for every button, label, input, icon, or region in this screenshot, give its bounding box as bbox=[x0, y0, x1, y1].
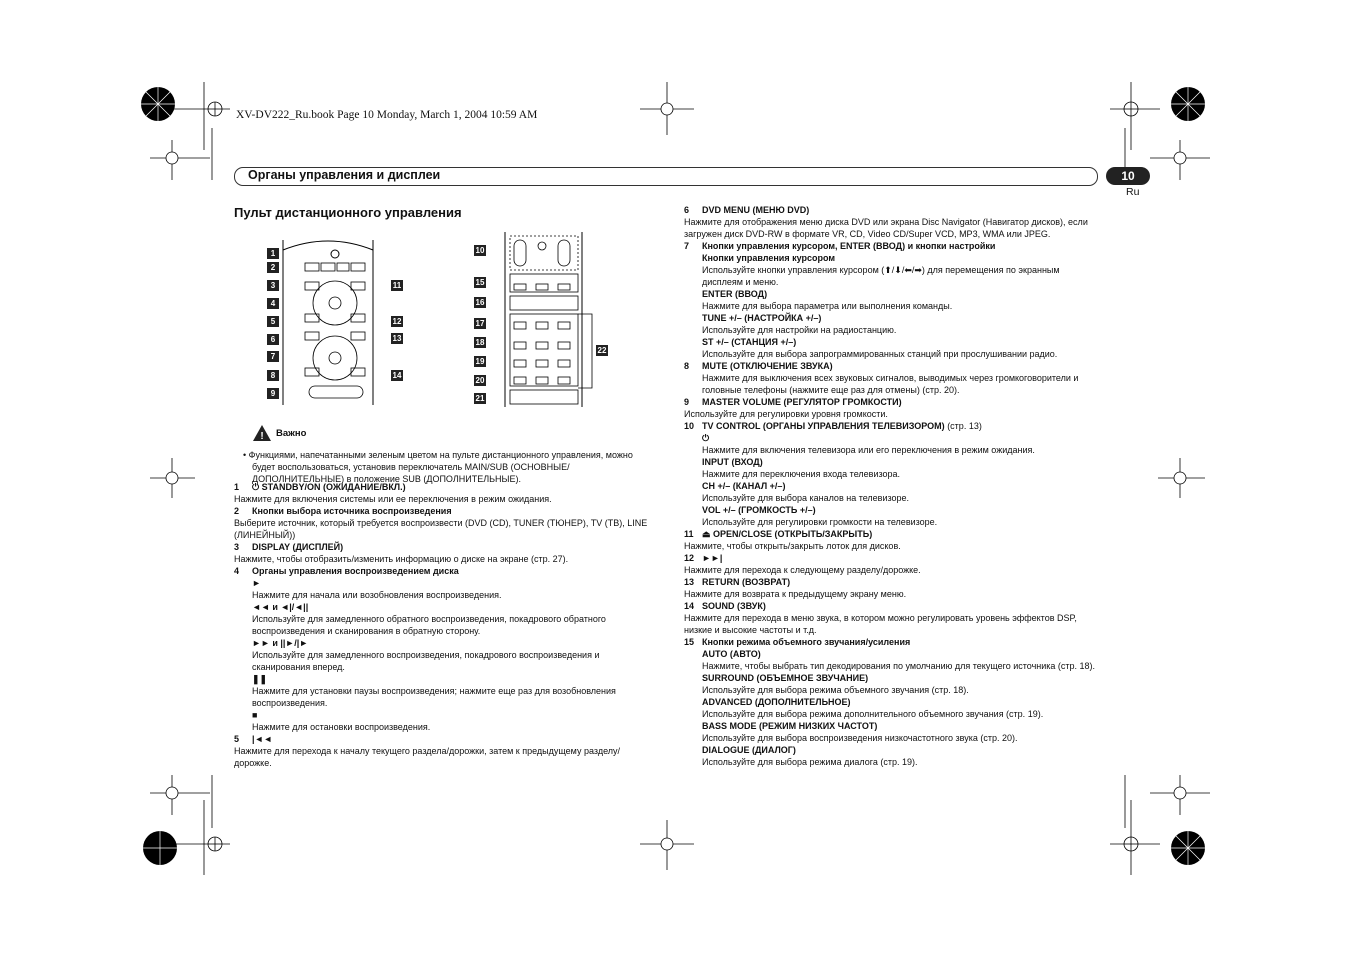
indented-text: Используйте кнопки управления курсором (⬆/⬇/⬅/➡) для перемещения по экранным bbox=[702, 265, 1060, 275]
item-number: 12 bbox=[684, 553, 695, 563]
item-title: ⏻ STANDBY/ON (ОЖИДАНИЕ/ВКЛ.) bbox=[252, 482, 406, 492]
body-text: Нажмите для включения системы или ее переключения в режим ожидания. bbox=[234, 494, 552, 504]
remote-figure-tv bbox=[500, 232, 600, 407]
item-heading bbox=[684, 576, 1104, 588]
sub-heading: ST +/– (СТАНЦИЯ +/–) bbox=[702, 337, 797, 347]
indented-text: Нажмите для выключения всех звуковых сигналов, выводимых через громкоговорители и bbox=[702, 373, 1079, 383]
item-number: 11 bbox=[684, 529, 694, 539]
indented-text: Нажмите для остановки воспроизведения. bbox=[252, 722, 431, 732]
important-line: ДОПОЛНИТЕЛЬНЫЕ) в положение SUB (ДОПОЛНИТЕЛЬНЫЕ). bbox=[252, 474, 521, 484]
indented-text: дисплеям и меню. bbox=[702, 277, 779, 287]
sub-heading: BASS MODE (РЕЖИМ НИЗКИХ ЧАСТОТ) bbox=[702, 721, 878, 731]
indented-text: Используйте для замедленного обратного воспроизведения, покадрового обратного bbox=[252, 614, 606, 624]
right-column-text bbox=[684, 204, 1104, 768]
item-title: ⏏ OPEN/CLOSE (ОТКРЫТЬ/ЗАКРЫТЬ) bbox=[702, 529, 873, 539]
svg-text:!: ! bbox=[260, 431, 264, 442]
sub-heading: ►► и ||►/|► bbox=[252, 638, 309, 648]
important-line: будет воспользоваться, установив переключатель MAIN/SUB (ОСНОВНЫЕ/ bbox=[252, 462, 570, 472]
callout-number: 4 bbox=[267, 298, 279, 309]
body-text: (ЛИНЕЙНЫЙ)) bbox=[234, 530, 296, 540]
indented-text: Нажмите для включения телевизора или его переключения в режим ожидания. bbox=[702, 445, 1035, 455]
sub-heading: ◄◄ и ◄|/◄|| bbox=[252, 602, 309, 612]
item-number: 5 bbox=[234, 734, 240, 744]
sub-heading: ADVANCED (ДОПОЛНИТЕЛЬНОЕ) bbox=[702, 697, 851, 707]
item-number: 6 bbox=[684, 205, 690, 215]
item-heading bbox=[234, 481, 654, 493]
item-title: DISPLAY (ДИСПЛЕЙ) bbox=[252, 542, 344, 552]
indented-text: воспроизведения. bbox=[252, 698, 328, 708]
indented-text: головные телефоны (нажмите еще раз для отмены) (стр. 20). bbox=[702, 385, 960, 395]
indented-text: Используйте для регулировки громкости на телевизоре. bbox=[702, 517, 938, 527]
item-title: RETURN (ВОЗВРАТ) bbox=[702, 577, 791, 587]
warning-icon bbox=[252, 424, 272, 442]
item-title: MASTER VOLUME (РЕГУЛЯТОР ГРОМКОСТИ) bbox=[702, 397, 902, 407]
indented-text: Используйте для выбора воспроизведения низкочастотного звука (стр. 20). bbox=[702, 733, 1018, 743]
callout-number: 8 bbox=[267, 370, 279, 381]
body-text: загружен диск DVD-RW в формате VR, CD, Video CD/Super VCD, MP3, WMA или JPEG. bbox=[684, 229, 1051, 239]
item-title: Кнопки режима объемного звучания/усиления bbox=[702, 637, 911, 647]
sub-heading: SURROUND (ОБЪЕМНОЕ ЗВУЧАНИЕ) bbox=[702, 673, 869, 683]
sub-heading: ❚❚ bbox=[252, 674, 268, 684]
callout-number: 10 bbox=[475, 246, 485, 255]
indented-text: Используйте для выбора режима объемного звучания (стр. 18). bbox=[702, 685, 969, 695]
item-number: 2 bbox=[234, 506, 240, 516]
item-heading bbox=[234, 565, 654, 577]
callout-number: 2 bbox=[267, 262, 279, 273]
item-number: 13 bbox=[684, 577, 695, 587]
indented-text: Нажмите, чтобы выбрать тип декодирования по умолчанию для текущего источника (стр. 18). bbox=[702, 661, 1096, 671]
important-line: • Функциями, напечатанными зеленым цветом на пульте дистанционного управления, можно bbox=[243, 450, 633, 460]
item-title: ►►| bbox=[702, 553, 723, 563]
item-heading bbox=[684, 528, 1104, 540]
remote-tv-drawing bbox=[500, 232, 600, 407]
item-title: DVD MENU (МЕНЮ DVD) bbox=[702, 205, 810, 215]
body-text: Нажмите, чтобы отобразить/изменить информацию о диске на экране (стр. 27). bbox=[234, 554, 569, 564]
item-title: Кнопки выбора источника воспроизведения bbox=[252, 506, 452, 516]
page-language: Ru bbox=[1126, 186, 1140, 198]
item-title: Кнопки управления курсором, ENTER (ВВОД) и кнопки настройки bbox=[702, 241, 996, 251]
item-heading bbox=[684, 396, 1104, 408]
body-text: Нажмите для перехода в меню звука, в котором можно регулировать уровень эффектов DSP, bbox=[684, 613, 1077, 623]
indented-text: Нажмите для переключения входа телевизора. bbox=[702, 469, 901, 479]
item-title: SOUND (ЗВУК) bbox=[702, 601, 766, 611]
callout-number: 5 bbox=[267, 316, 279, 327]
callout-number: 21 bbox=[475, 394, 485, 403]
item-number: 3 bbox=[234, 542, 240, 552]
item-number: 7 bbox=[684, 241, 690, 251]
sub-heading: ENTER (ВВОД) bbox=[702, 289, 768, 299]
item-number: 14 bbox=[684, 601, 695, 611]
callout-number: 22 bbox=[597, 346, 607, 355]
page-number-badge: 10 bbox=[1106, 167, 1150, 185]
sub-heading: ⏻ bbox=[702, 433, 710, 443]
sub-heading: DIALOGUE (ДИАЛОГ) bbox=[702, 745, 796, 755]
item-heading: 10 TV CONTROL (ОРГАНЫ УПРАВЛЕНИЯ ТЕЛЕВИЗОРОМ) (стр. 13) bbox=[684, 421, 982, 431]
body-text: Нажмите, чтобы открыть/закрыть лоток для дисков. bbox=[684, 541, 901, 551]
indented-text: сканирования вперед. bbox=[252, 662, 345, 672]
item-heading bbox=[684, 552, 1104, 564]
item-heading bbox=[234, 505, 654, 517]
item-title: TV CONTROL (ОРГАНЫ УПРАВЛЕНИЯ ТЕЛЕВИЗОРОМ) bbox=[702, 421, 945, 431]
callout-number: 3 bbox=[267, 280, 279, 291]
callout-number: 15 bbox=[475, 278, 485, 287]
body-text: Нажмите для возврата к предыдущему экрану меню. bbox=[684, 589, 907, 599]
body-text: дорожке. bbox=[234, 758, 272, 768]
callout-number: 19 bbox=[475, 357, 485, 366]
callout-number: 20 bbox=[475, 376, 485, 385]
sub-heading: VOL +/– (ГРОМКОСТЬ +/–) bbox=[702, 505, 816, 515]
callout-number: 6 bbox=[267, 334, 279, 345]
indented-text: воспроизведения и сканирования в обратную сторону. bbox=[252, 626, 481, 636]
body-text: Нажмите для отображения меню диска DVD или экрана Disc Navigator (Навигатор дисков), если bbox=[684, 217, 1088, 227]
important-label: Важно bbox=[276, 428, 307, 439]
item-title: |◄◄ bbox=[252, 734, 273, 744]
callout-number: 18 bbox=[475, 338, 485, 347]
sub-heading: Кнопки управления курсором bbox=[702, 253, 836, 263]
indented-text: Нажмите для выбора параметра или выполнения команды. bbox=[702, 301, 953, 311]
sub-heading: TUNE +/– (НАСТРОЙКА +/–) bbox=[702, 313, 822, 323]
body-text: низкие и высокие частоты и т.д. bbox=[684, 625, 817, 635]
sub-heading: CH +/– (КАНАЛ +/–) bbox=[702, 481, 786, 491]
indented-text: Нажмите для установки паузы воспроизведения; нажмите еще раз для возобновления bbox=[252, 686, 616, 696]
sub-heading: ■ bbox=[252, 710, 258, 720]
indented-text: Используйте для выбора каналов на телевизоре. bbox=[702, 493, 910, 503]
left-column-text bbox=[234, 481, 654, 769]
item-heading bbox=[684, 240, 1104, 252]
indented-text: Используйте для замедленного воспроизведения, покадрового воспроизведения и bbox=[252, 650, 600, 660]
item-heading bbox=[684, 360, 1104, 372]
item-number: 9 bbox=[684, 397, 690, 407]
sub-heading: AUTO (АВТО) bbox=[702, 649, 761, 659]
item-number: 15 bbox=[684, 637, 695, 647]
section-title: Пульт дистанционного управления bbox=[234, 205, 462, 220]
item-title: Органы управления воспроизведением диска bbox=[252, 566, 459, 576]
callout-number: 7 bbox=[267, 351, 279, 362]
item-number: 8 bbox=[684, 361, 690, 371]
callout-number: 12 bbox=[392, 317, 402, 326]
callout-number: 16 bbox=[475, 298, 485, 307]
body-text: Используйте для регулировки уровня громкости. bbox=[684, 409, 888, 419]
item-heading bbox=[234, 541, 654, 553]
indented-text: Нажмите для начала или возобновления воспроизведения. bbox=[252, 590, 502, 600]
indented-text: Используйте для выбора режима дополнительного объемного звучания (стр. 19). bbox=[702, 709, 1044, 719]
callout-number: 17 bbox=[475, 319, 485, 328]
callout-number: 9 bbox=[267, 388, 279, 399]
item-heading bbox=[684, 636, 1104, 648]
item-title: MUTE (ОТКЛЮЧЕНИЕ ЗВУКА) bbox=[702, 361, 833, 371]
item-heading bbox=[234, 733, 654, 745]
callout-number: 1 bbox=[267, 248, 279, 259]
body-text: Нажмите для перехода к началу текущего раздела/дорожки, затем к предыдущему разделу/ bbox=[234, 746, 621, 756]
indented-text: Используйте для выбора запрограммированных станций при прослушивании радио. bbox=[702, 349, 1058, 359]
item-heading bbox=[684, 204, 1104, 216]
indented-text: Используйте для выбора режима диалога (стр. 19). bbox=[702, 757, 918, 767]
body-text: Нажмите для перехода к следующему разделу/дорожке. bbox=[684, 565, 921, 575]
item-heading bbox=[684, 600, 1104, 612]
important-note bbox=[243, 449, 633, 485]
item-number: 1 bbox=[234, 482, 240, 492]
callout-number: 11 bbox=[392, 281, 402, 290]
callout-number: 14 bbox=[392, 371, 402, 380]
item-number: 4 bbox=[234, 566, 240, 576]
indented-text: Используйте для настройки на радиостанцию. bbox=[702, 325, 897, 335]
callout-number: 13 bbox=[392, 334, 402, 343]
item-number: 10 bbox=[684, 421, 695, 431]
page-header-title: Органы управления и дисплеи bbox=[248, 168, 441, 182]
body-text: Выберите источник, который требуется воспроизвести (DVD (CD), TUNER (ТЮНЕР), TV (ТВ), LINE bbox=[234, 518, 648, 528]
sub-heading: INPUT (ВХОД) bbox=[702, 457, 763, 467]
sub-heading: ► bbox=[252, 578, 261, 588]
book-info-line: XV-DV222_Ru.book Page 10 Monday, March 1, 2004 10:59 AM bbox=[236, 109, 538, 121]
